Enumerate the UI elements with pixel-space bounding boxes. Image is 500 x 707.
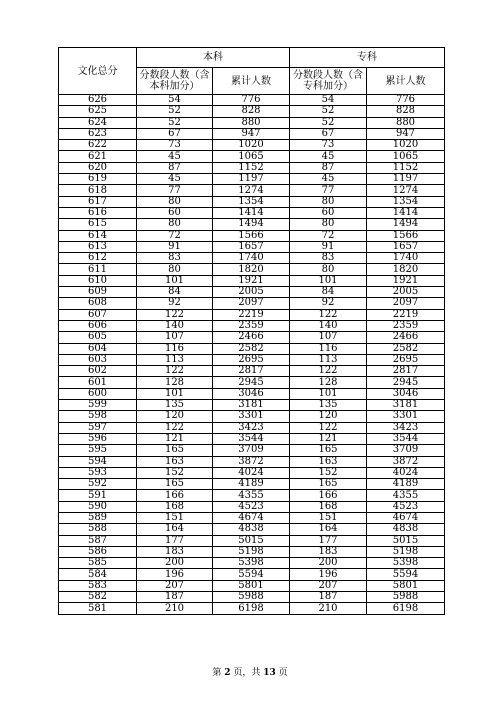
- cell-benke-cumulative: 1020: [213, 140, 290, 151]
- cell-zhuanke-cumulative: 4838: [367, 524, 445, 535]
- cell-benke-cumulative: 1657: [213, 241, 290, 252]
- table-row: [59, 128, 445, 139]
- cell-score: 616: [59, 207, 137, 218]
- cell-zhuanke-segment: 84: [290, 287, 367, 298]
- cell-zhuanke-cumulative: 5594: [367, 569, 445, 580]
- cell-zhuanke-segment: 45: [290, 174, 367, 185]
- cell-score: 625: [59, 106, 137, 117]
- cell-benke-cumulative: 1274: [213, 185, 290, 196]
- cell-zhuanke-segment: 165: [290, 479, 367, 490]
- cell-benke-segment: 83: [137, 253, 213, 264]
- cell-score: 589: [59, 512, 137, 523]
- cell-score: 617: [59, 196, 137, 207]
- cell-zhuanke-cumulative: 3544: [367, 433, 445, 444]
- cell-zhuanke-segment: 166: [290, 490, 367, 501]
- cell-zhuanke-cumulative: 2695: [367, 354, 445, 365]
- cell-benke-segment: 200: [137, 558, 213, 569]
- table-row: [59, 366, 445, 377]
- cell-benke-segment: 73: [137, 140, 213, 151]
- table-row: [59, 117, 445, 128]
- cell-benke-segment: 92: [137, 298, 213, 309]
- cell-zhuanke-cumulative: 5398: [367, 558, 445, 569]
- cell-benke-cumulative: 880: [213, 117, 290, 128]
- cell-score: 603: [59, 354, 137, 365]
- table-row: [59, 95, 445, 106]
- table-body: [59, 95, 445, 615]
- cell-score: 602: [59, 366, 137, 377]
- table-row: [59, 422, 445, 433]
- table-row: [59, 140, 445, 151]
- cell-score: 588: [59, 524, 137, 535]
- cell-zhuanke-cumulative: 5198: [367, 546, 445, 557]
- table-row: [59, 479, 445, 490]
- cell-benke-segment: 91: [137, 241, 213, 252]
- cell-zhuanke-segment: 207: [290, 580, 367, 591]
- cell-zhuanke-cumulative: 4674: [367, 512, 445, 523]
- cell-benke-cumulative: 5198: [213, 546, 290, 557]
- table-row: [59, 207, 445, 218]
- cell-benke-cumulative: 1152: [213, 162, 290, 173]
- cell-zhuanke-cumulative: 1566: [367, 230, 445, 241]
- cell-benke-cumulative: 1921: [213, 275, 290, 286]
- cell-benke-cumulative: 3709: [213, 445, 290, 456]
- cell-benke-cumulative: 1354: [213, 196, 290, 207]
- cell-benke-cumulative: 4838: [213, 524, 290, 535]
- cell-score: 619: [59, 174, 137, 185]
- cell-benke-segment: 177: [137, 535, 213, 546]
- cell-score: 615: [59, 219, 137, 230]
- cell-zhuanke-cumulative: 3709: [367, 445, 445, 456]
- table-row: [59, 241, 445, 252]
- cell-benke-segment: 187: [137, 592, 213, 603]
- footer-page-number: 2: [224, 668, 231, 678]
- cell-score: 609: [59, 287, 137, 298]
- table-row: [59, 580, 445, 591]
- cell-score: 586: [59, 546, 137, 557]
- cell-score: 605: [59, 332, 137, 343]
- cell-benke-cumulative: 4523: [213, 501, 290, 512]
- cell-score: 597: [59, 422, 137, 433]
- cell-benke-segment: 164: [137, 524, 213, 535]
- header-benke-segment: 分数段人数（含本科加分）: [137, 68, 213, 95]
- cell-benke-cumulative: 1820: [213, 264, 290, 275]
- table-row: [59, 106, 445, 117]
- cell-benke-cumulative: 5015: [213, 535, 290, 546]
- cell-zhuanke-segment: 196: [290, 569, 367, 580]
- cell-score: 591: [59, 490, 137, 501]
- table-row: [59, 524, 445, 535]
- table-row: [59, 433, 445, 444]
- cell-zhuanke-segment: 168: [290, 501, 367, 512]
- cell-benke-cumulative: 3544: [213, 433, 290, 444]
- page-footer: [0, 665, 500, 678]
- table-header: [59, 48, 445, 95]
- cell-benke-segment: 165: [137, 479, 213, 490]
- cell-zhuanke-segment: 101: [290, 275, 367, 286]
- cell-benke-segment: 183: [137, 546, 213, 557]
- cell-benke-cumulative: 2097: [213, 298, 290, 309]
- cell-benke-segment: 120: [137, 411, 213, 422]
- cell-zhuanke-segment: 121: [290, 433, 367, 444]
- cell-zhuanke-cumulative: 1152: [367, 162, 445, 173]
- cell-score: 583: [59, 580, 137, 591]
- cell-zhuanke-cumulative: 2466: [367, 332, 445, 343]
- cell-score: 585: [59, 558, 137, 569]
- cell-zhuanke-cumulative: 1020: [367, 140, 445, 151]
- cell-benke-segment: 122: [137, 366, 213, 377]
- cell-zhuanke-cumulative: 2945: [367, 377, 445, 388]
- cell-zhuanke-segment: 116: [290, 343, 367, 354]
- cell-zhuanke-segment: 113: [290, 354, 367, 365]
- cell-score: 601: [59, 377, 137, 388]
- cell-score: 610: [59, 275, 137, 286]
- cell-score: 626: [59, 95, 137, 106]
- cell-zhuanke-segment: 80: [290, 196, 367, 207]
- cell-benke-cumulative: 5801: [213, 580, 290, 591]
- table-row: [59, 320, 445, 331]
- cell-score: 621: [59, 151, 137, 162]
- cell-benke-segment: 54: [137, 95, 213, 106]
- cell-benke-cumulative: 1414: [213, 207, 290, 218]
- cell-zhuanke-segment: 200: [290, 558, 367, 569]
- cell-benke-cumulative: 2817: [213, 366, 290, 377]
- cell-zhuanke-cumulative: 1494: [367, 219, 445, 230]
- cell-zhuanke-cumulative: 1414: [367, 207, 445, 218]
- table-row: [59, 377, 445, 388]
- cell-zhuanke-cumulative: 828: [367, 106, 445, 117]
- table-row: [59, 445, 445, 456]
- cell-zhuanke-segment: 152: [290, 467, 367, 478]
- cell-zhuanke-cumulative: 2582: [367, 343, 445, 354]
- cell-zhuanke-segment: 87: [290, 162, 367, 173]
- cell-zhuanke-cumulative: 2817: [367, 366, 445, 377]
- cell-score: 596: [59, 433, 137, 444]
- cell-score: 590: [59, 501, 137, 512]
- table-row: [59, 569, 445, 580]
- header-score-total: 文化总分: [59, 48, 137, 95]
- cell-benke-cumulative: 3872: [213, 456, 290, 467]
- table-row: [59, 512, 445, 523]
- cell-benke-segment: 152: [137, 467, 213, 478]
- header-benke: 本科: [137, 48, 290, 68]
- cell-benke-cumulative: 3423: [213, 422, 290, 433]
- cell-zhuanke-segment: 72: [290, 230, 367, 241]
- cell-benke-cumulative: 5988: [213, 592, 290, 603]
- cell-zhuanke-cumulative: 4523: [367, 501, 445, 512]
- cell-benke-cumulative: 4674: [213, 512, 290, 523]
- cell-benke-cumulative: 2695: [213, 354, 290, 365]
- table-row: [59, 343, 445, 354]
- cell-benke-segment: 77: [137, 185, 213, 196]
- cell-benke-cumulative: 2359: [213, 320, 290, 331]
- cell-zhuanke-cumulative: 4024: [367, 467, 445, 478]
- cell-zhuanke-cumulative: 5988: [367, 592, 445, 603]
- cell-benke-segment: 101: [137, 275, 213, 286]
- cell-benke-segment: 60: [137, 207, 213, 218]
- cell-benke-cumulative: 2219: [213, 309, 290, 320]
- cell-zhuanke-cumulative: 2097: [367, 298, 445, 309]
- cell-zhuanke-segment: 120: [290, 411, 367, 422]
- table-row: [59, 592, 445, 603]
- cell-benke-segment: 121: [137, 433, 213, 444]
- table-row: [59, 151, 445, 162]
- cell-zhuanke-cumulative: 2359: [367, 320, 445, 331]
- cell-benke-segment: 166: [137, 490, 213, 501]
- header-zhuanke: 专科: [290, 48, 445, 68]
- cell-zhuanke-cumulative: 4355: [367, 490, 445, 501]
- cell-zhuanke-segment: 54: [290, 95, 367, 106]
- cell-benke-segment: 163: [137, 456, 213, 467]
- cell-zhuanke-cumulative: 3181: [367, 400, 445, 411]
- table-row: [59, 535, 445, 546]
- cell-score: 604: [59, 343, 137, 354]
- cell-benke-segment: 210: [137, 603, 213, 614]
- cell-zhuanke-segment: 210: [290, 603, 367, 614]
- table-row: [59, 298, 445, 309]
- cell-zhuanke-cumulative: 1197: [367, 174, 445, 185]
- cell-score: 612: [59, 253, 137, 264]
- cell-score: 594: [59, 456, 137, 467]
- cell-score: 599: [59, 400, 137, 411]
- cell-zhuanke-segment: 67: [290, 128, 367, 139]
- cell-benke-segment: 67: [137, 128, 213, 139]
- cell-zhuanke-segment: 128: [290, 377, 367, 388]
- cell-benke-cumulative: 5398: [213, 558, 290, 569]
- cell-benke-cumulative: 1197: [213, 174, 290, 185]
- table-row: [59, 309, 445, 320]
- cell-zhuanke-segment: 80: [290, 219, 367, 230]
- cell-benke-cumulative: 1065: [213, 151, 290, 162]
- cell-zhuanke-segment: 80: [290, 264, 367, 275]
- cell-zhuanke-cumulative: 1274: [367, 185, 445, 196]
- cell-benke-cumulative: 2945: [213, 377, 290, 388]
- cell-benke-cumulative: 6198: [213, 603, 290, 614]
- cell-zhuanke-cumulative: 4189: [367, 479, 445, 490]
- cell-zhuanke-segment: 165: [290, 445, 367, 456]
- cell-zhuanke-segment: 187: [290, 592, 367, 603]
- cell-zhuanke-segment: 107: [290, 332, 367, 343]
- cell-score: 613: [59, 241, 137, 252]
- cell-score: 584: [59, 569, 137, 580]
- cell-score: 624: [59, 117, 137, 128]
- cell-benke-cumulative: 4024: [213, 467, 290, 478]
- cell-benke-segment: 151: [137, 512, 213, 523]
- cell-zhuanke-segment: 101: [290, 388, 367, 399]
- cell-zhuanke-segment: 183: [290, 546, 367, 557]
- cell-zhuanke-segment: 135: [290, 400, 367, 411]
- cell-zhuanke-cumulative: 5801: [367, 580, 445, 591]
- cell-zhuanke-segment: 122: [290, 309, 367, 320]
- cell-zhuanke-cumulative: 3301: [367, 411, 445, 422]
- score-table-container: [58, 47, 444, 615]
- footer-prefix: 第: [212, 668, 222, 678]
- cell-zhuanke-segment: 92: [290, 298, 367, 309]
- cell-score: 606: [59, 320, 137, 331]
- cell-benke-cumulative: 2582: [213, 343, 290, 354]
- table-row: [59, 264, 445, 275]
- cell-benke-cumulative: 4355: [213, 490, 290, 501]
- cell-benke-cumulative: 4189: [213, 479, 290, 490]
- cell-score: 587: [59, 535, 137, 546]
- cell-benke-cumulative: 5594: [213, 569, 290, 580]
- cell-benke-segment: 84: [137, 287, 213, 298]
- cell-benke-segment: 45: [137, 151, 213, 162]
- cell-zhuanke-segment: 45: [290, 151, 367, 162]
- cell-benke-segment: 80: [137, 196, 213, 207]
- header-zhuanke-segment: 分数段人数（含专科加分）: [290, 68, 367, 95]
- cell-score: 611: [59, 264, 137, 275]
- cell-zhuanke-cumulative: 880: [367, 117, 445, 128]
- cell-zhuanke-segment: 52: [290, 117, 367, 128]
- cell-score: 592: [59, 479, 137, 490]
- cell-benke-segment: 45: [137, 174, 213, 185]
- table-row: [59, 603, 445, 614]
- cell-benke-cumulative: 3301: [213, 411, 290, 422]
- cell-zhuanke-segment: 151: [290, 512, 367, 523]
- cell-score: 582: [59, 592, 137, 603]
- table-row: [59, 388, 445, 399]
- cell-score: 593: [59, 467, 137, 478]
- table-row: [59, 354, 445, 365]
- cell-benke-segment: 165: [137, 445, 213, 456]
- cell-benke-segment: 168: [137, 501, 213, 512]
- cell-score: 581: [59, 603, 137, 614]
- cell-zhuanke-cumulative: 776: [367, 95, 445, 106]
- footer-suffix: 页: [278, 668, 288, 678]
- table-row: [59, 546, 445, 557]
- cell-benke-segment: 72: [137, 230, 213, 241]
- footer-total-pages: 13: [263, 668, 276, 678]
- table-row: [59, 501, 445, 512]
- header-zhuanke-cumulative: 累计人数: [367, 68, 445, 95]
- cell-zhuanke-cumulative: 2219: [367, 309, 445, 320]
- cell-zhuanke-segment: 52: [290, 106, 367, 117]
- score-distribution-table: [58, 47, 445, 615]
- cell-benke-segment: 140: [137, 320, 213, 331]
- cell-benke-segment: 52: [137, 106, 213, 117]
- table-row: [59, 558, 445, 569]
- table-row: [59, 174, 445, 185]
- cell-benke-cumulative: 1494: [213, 219, 290, 230]
- table-row: [59, 467, 445, 478]
- cell-zhuanke-segment: 83: [290, 253, 367, 264]
- cell-benke-segment: 113: [137, 354, 213, 365]
- table-row: [59, 490, 445, 501]
- table-row: [59, 230, 445, 241]
- table-row: [59, 411, 445, 422]
- cell-zhuanke-segment: 73: [290, 140, 367, 151]
- cell-score: 622: [59, 140, 137, 151]
- table-row: [59, 400, 445, 411]
- cell-benke-segment: 101: [137, 388, 213, 399]
- cell-benke-segment: 87: [137, 162, 213, 173]
- cell-zhuanke-cumulative: 1354: [367, 196, 445, 207]
- cell-zhuanke-segment: 91: [290, 241, 367, 252]
- cell-zhuanke-cumulative: 947: [367, 128, 445, 139]
- cell-benke-segment: 52: [137, 117, 213, 128]
- cell-benke-cumulative: 828: [213, 106, 290, 117]
- cell-score: 598: [59, 411, 137, 422]
- table-row: [59, 287, 445, 298]
- cell-zhuanke-segment: 122: [290, 422, 367, 433]
- cell-benke-segment: 122: [137, 422, 213, 433]
- cell-score: 608: [59, 298, 137, 309]
- cell-benke-segment: 80: [137, 219, 213, 230]
- cell-benke-segment: 196: [137, 569, 213, 580]
- cell-zhuanke-cumulative: 1921: [367, 275, 445, 286]
- cell-zhuanke-segment: 164: [290, 524, 367, 535]
- cell-benke-segment: 128: [137, 377, 213, 388]
- cell-score: 600: [59, 388, 137, 399]
- cell-zhuanke-cumulative: 1820: [367, 264, 445, 275]
- cell-zhuanke-cumulative: 1740: [367, 253, 445, 264]
- cell-benke-segment: 80: [137, 264, 213, 275]
- table-row: [59, 196, 445, 207]
- table-row: [59, 275, 445, 286]
- cell-benke-cumulative: 776: [213, 95, 290, 106]
- cell-zhuanke-cumulative: 3046: [367, 388, 445, 399]
- cell-score: 607: [59, 309, 137, 320]
- cell-zhuanke-cumulative: 1065: [367, 151, 445, 162]
- cell-benke-segment: 116: [137, 343, 213, 354]
- cell-benke-cumulative: 2466: [213, 332, 290, 343]
- cell-benke-cumulative: 3046: [213, 388, 290, 399]
- table-row: [59, 332, 445, 343]
- header-benke-cumulative: 累计人数: [213, 68, 290, 95]
- cell-zhuanke-segment: 122: [290, 366, 367, 377]
- cell-zhuanke-segment: 140: [290, 320, 367, 331]
- table-row: [59, 219, 445, 230]
- footer-middle: 页，共: [233, 668, 261, 678]
- cell-zhuanke-cumulative: 1657: [367, 241, 445, 252]
- table-row: [59, 185, 445, 196]
- cell-score: 614: [59, 230, 137, 241]
- cell-zhuanke-cumulative: 6198: [367, 603, 445, 614]
- cell-benke-cumulative: 1740: [213, 253, 290, 264]
- cell-benke-cumulative: 1566: [213, 230, 290, 241]
- cell-zhuanke-cumulative: 3423: [367, 422, 445, 433]
- cell-zhuanke-segment: 177: [290, 535, 367, 546]
- cell-benke-segment: 122: [137, 309, 213, 320]
- cell-benke-segment: 135: [137, 400, 213, 411]
- cell-zhuanke-cumulative: 2005: [367, 287, 445, 298]
- cell-zhuanke-segment: 163: [290, 456, 367, 467]
- cell-zhuanke-cumulative: 3872: [367, 456, 445, 467]
- cell-zhuanke-segment: 77: [290, 185, 367, 196]
- cell-score: 620: [59, 162, 137, 173]
- cell-benke-segment: 107: [137, 332, 213, 343]
- table-row: [59, 162, 445, 173]
- cell-zhuanke-cumulative: 5015: [367, 535, 445, 546]
- cell-benke-segment: 207: [137, 580, 213, 591]
- table-row: [59, 456, 445, 467]
- cell-benke-cumulative: 2005: [213, 287, 290, 298]
- cell-score: 618: [59, 185, 137, 196]
- cell-zhuanke-segment: 60: [290, 207, 367, 218]
- cell-score: 623: [59, 128, 137, 139]
- cell-benke-cumulative: 947: [213, 128, 290, 139]
- cell-benke-cumulative: 3181: [213, 400, 290, 411]
- cell-score: 595: [59, 445, 137, 456]
- table-row: [59, 253, 445, 264]
